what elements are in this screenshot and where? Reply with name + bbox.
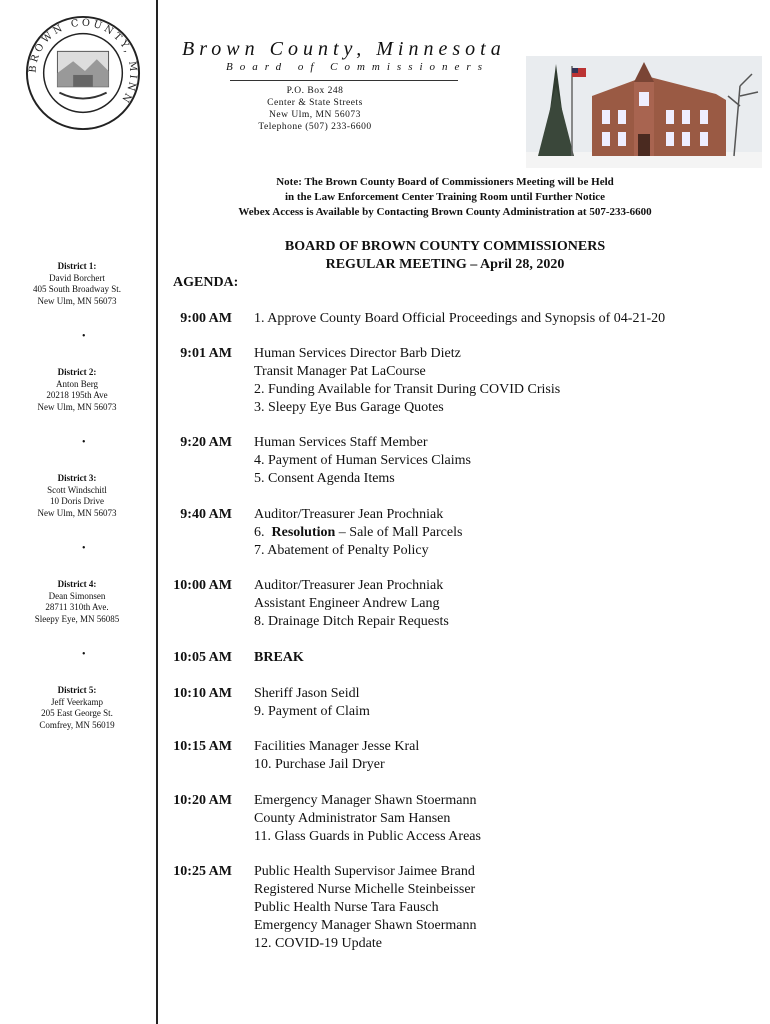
agenda-line: Facilities Manager Jesse Kral — [254, 739, 420, 754]
agenda-line: 7. Abatement of Penalty Policy — [254, 543, 429, 558]
agenda-line: 11. Glass Guards in Public Access Areas — [254, 829, 481, 844]
county-seal-logo — [24, 14, 142, 132]
district-label: District 2: — [57, 367, 97, 377]
agenda-time: 9:20 AM — [180, 435, 232, 450]
commissioner-name: David Borchert — [49, 272, 105, 283]
address-line: Center & State Streets — [267, 98, 363, 108]
district-2 — [10, 367, 144, 413]
agenda-time: 10:20 AM — [173, 793, 232, 808]
county-title: Brown County, Minnesota — [182, 38, 506, 60]
separator-bullet: • — [82, 437, 86, 448]
commissioner-city: New Ulm, MN 56073 — [37, 295, 117, 306]
agenda-time: 10:00 AM — [173, 578, 232, 593]
commissioner-name: Dean Simonsen — [48, 590, 106, 601]
left-column-divider — [156, 0, 158, 1024]
note-line: Webex Access is Available by Contacting Brown County Administration at 507-233-6600 — [238, 206, 652, 218]
board-heading: BOARD OF BROWN COUNTY COMMISSIONERS — [284, 239, 606, 254]
agenda-line: 2. Funding Available for Transit During COVID Crisis — [254, 382, 561, 397]
district-4 — [10, 579, 144, 625]
district-1 — [10, 261, 144, 307]
note-line: in the Law Enforcement Center Training Room until Further Notice — [284, 191, 606, 203]
district-5 — [10, 685, 144, 731]
commissioner-name: Jeff Veerkamp — [51, 696, 103, 707]
agenda-line-resolution — [254, 524, 764, 542]
agenda-line: County Administrator Sam Hansen — [254, 811, 451, 826]
agenda-line: 5. Consent Agenda Items — [254, 471, 395, 486]
commissioner-street: 405 South Broadway St. — [32, 284, 121, 294]
item-number: 6. — [254, 525, 272, 540]
address-line: New Ulm, MN 56073 — [269, 110, 361, 120]
agenda-line: Auditor/Treasurer Jean Prochniak — [254, 507, 444, 522]
agenda-line: Assistant Engineer Andrew Lang — [254, 596, 440, 611]
agenda-time: 9:40 AM — [180, 507, 232, 522]
agenda-time: 10:15 AM — [173, 739, 232, 754]
agenda-line: Human Services Director Barb Dietz — [254, 346, 461, 361]
district-label: District 1: — [57, 261, 97, 271]
agenda-line: Public Health Supervisor Jaimee Brand — [254, 864, 475, 879]
agenda-line: Transit Manager Pat LaCourse — [254, 364, 426, 379]
agenda-time: 9:01 AM — [180, 346, 232, 361]
separator-bullet: • — [82, 649, 86, 660]
resolution-text: – Sale of Mall Parcels — [335, 525, 463, 540]
commissioner-city: New Ulm, MN 56073 — [37, 507, 117, 518]
commissioner-name: Anton Berg — [55, 378, 99, 389]
address-line: P.O. Box 248 — [286, 86, 344, 96]
agenda-line: Emergency Manager Shawn Stoermann — [254, 918, 477, 933]
agenda-line: Auditor/Treasurer Jean Prochniak — [254, 578, 444, 593]
district-3 — [10, 473, 144, 519]
district-label: District 5: — [57, 685, 97, 695]
agenda-time: 10:25 AM — [173, 864, 232, 879]
commissioner-street: 20218 195th Ave — [46, 390, 108, 400]
svg-text:BROWN COUNTY, MINN: BROWN COUNTY, MINN — [27, 17, 139, 107]
agenda-line: 3. Sleepy Eye Bus Garage Quotes — [254, 400, 444, 415]
meeting-date: REGULAR MEETING – April 28, 2020 — [325, 257, 565, 272]
agenda-time: 10:10 AM — [173, 686, 232, 701]
address-line: Telephone (507) 233-6600 — [258, 122, 372, 132]
agenda-line: Registered Nurse Michelle Steinbeisser — [254, 882, 476, 897]
agenda-line: Public Health Nurse Tara Fausch — [254, 900, 439, 915]
separator-bullet: • — [82, 331, 86, 342]
header-rule — [230, 80, 458, 81]
agenda-line: 4. Payment of Human Services Claims — [254, 453, 471, 468]
agenda-line: Human Services Staff Member — [254, 435, 428, 450]
agenda-line: 10. Purchase Jail Dryer — [254, 757, 385, 772]
separator-bullet: • — [82, 543, 86, 554]
commissioner-street: 205 East George St. — [41, 708, 113, 718]
note-line: Note: The Brown County Board of Commissioners Meeting will be Held — [276, 176, 614, 188]
commissioner-city: New Ulm, MN 56073 — [37, 401, 117, 412]
agenda-line: 8. Drainage Ditch Repair Requests — [254, 614, 449, 629]
address-block — [250, 85, 380, 133]
agenda-time: 9:00 AM — [180, 311, 232, 326]
commissioner-street: 10 Doris Drive — [50, 496, 104, 506]
commissioner-street: 28711 310th Ave. — [45, 602, 109, 612]
agenda-line: BREAK — [254, 650, 304, 665]
agenda-label: AGENDA: — [173, 275, 239, 290]
agenda-line: 9. Payment of Claim — [254, 704, 370, 719]
resolution-label: Resolution — [271, 525, 336, 540]
meeting-location-note — [160, 175, 730, 220]
board-subtitle: Board of Commissioners — [226, 61, 489, 73]
agenda-line: Emergency Manager Shawn Stoermann — [254, 793, 477, 808]
agenda-line: 12. COVID-19 Update — [254, 936, 382, 951]
commissioner-name: Scott Windschitl — [47, 484, 107, 495]
courthouse-photo — [526, 56, 762, 168]
district-label: District 3: — [57, 473, 97, 483]
agenda-line: Sheriff Jason Seidl — [254, 686, 360, 701]
commissioner-city: Sleepy Eye, MN 56085 — [34, 613, 120, 624]
agenda-line: 1. Approve County Board Official Proceedings and Synopsis of 04-21-20 — [254, 311, 666, 326]
commissioner-city: Comfrey, MN 56019 — [39, 719, 115, 730]
district-label: District 4: — [57, 579, 97, 589]
meeting-title — [200, 238, 690, 274]
agenda-time: 10:05 AM — [173, 650, 232, 665]
